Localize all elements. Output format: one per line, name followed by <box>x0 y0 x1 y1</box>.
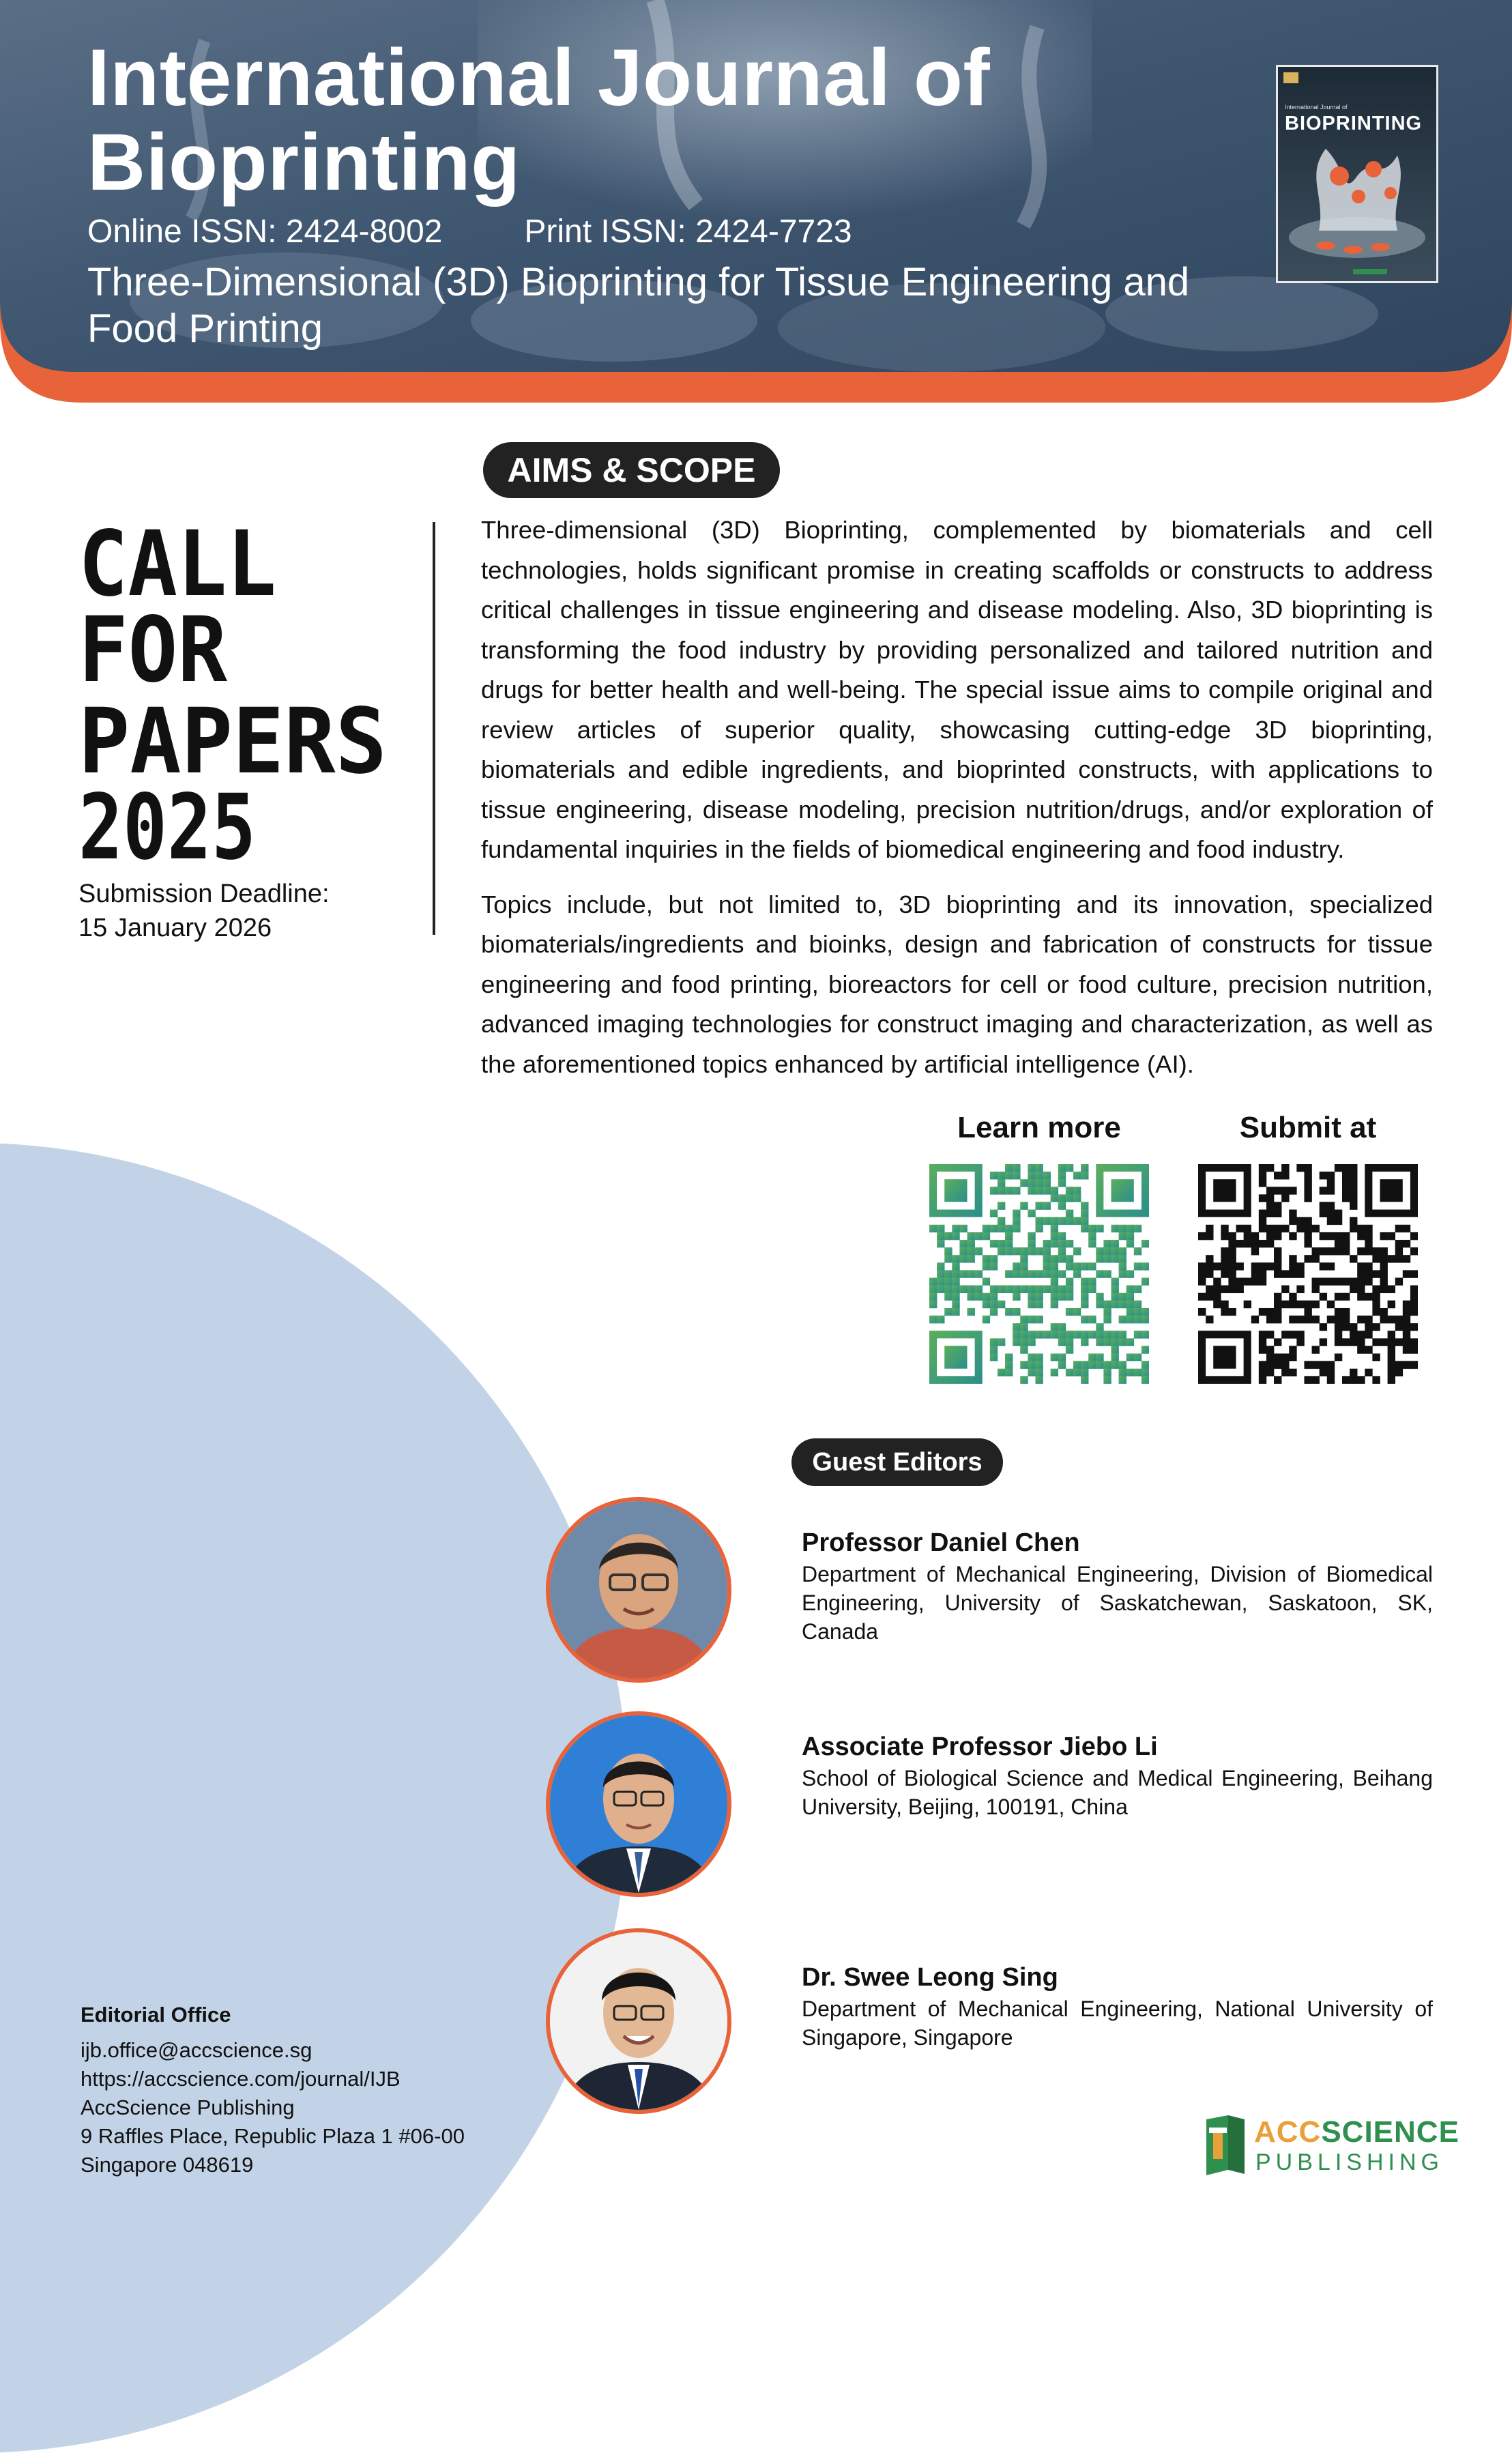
editor-name-2: Associate Professor Jiebo Li <box>802 1732 1158 1761</box>
special-issue-title: Three-Dimensional (3D) Bioprinting for Tissue Engineering and Food Printing <box>87 260 1190 351</box>
online-issn: Online ISSN: 2424-8002 <box>87 214 443 250</box>
deadline-date: 15 January 2026 <box>78 914 272 942</box>
editor-photo-swee-leong-sing <box>546 1928 731 2114</box>
cover-brand: BIOPRINTING <box>1285 113 1423 134</box>
cover-image <box>1278 67 1436 281</box>
issn-line <box>87 213 852 250</box>
office-address-1: 9 Raffles Place, Republic Plaza 1 #06-00 <box>81 2124 465 2148</box>
cfp-line-for: FOR <box>78 598 228 703</box>
call-for-papers <box>78 519 433 867</box>
logo-acc: ACC <box>1254 2115 1322 2149</box>
editor-affiliation-1: Department of Mechanical Engineering, Division of Biomedical Engineering, University of Saskatchewan, Saskatoon, SK, Canada <box>802 1562 1433 1644</box>
journal-cover <box>1276 65 1438 283</box>
editor-affiliation-3: Department of Mechanical Engineering, National University of Singapore, Singapore <box>802 1997 1433 2050</box>
office-address-2: Singapore 048619 <box>81 2153 254 2177</box>
aims-scope-heading: AIMS & SCOPE <box>483 442 780 498</box>
background-circle <box>0 1143 628 2453</box>
aims-paragraph-2: Topics include, but not limited to, 3D bioprinting and its innovation, specialized biomaterials/ingredients and bioinks, design and fabrication of constructs for tissue engineering and food printing, bioreactors for cell or food culture, precision nutrition, advanced imaging technologies for construct imaging and characterization, as well as the aforementioned topics enhanced by artificial intelligence (AI). <box>481 890 1433 1078</box>
cfp-line-call: CALL <box>78 519 276 617</box>
editor-name-3: Dr. Swee Leong Sing <box>802 1963 1058 1992</box>
editor-photo-daniel-chen <box>546 1497 731 1683</box>
editor-portrait-3 <box>550 1932 727 2110</box>
logo-wordmark <box>1254 2115 1459 2149</box>
office-publisher: AccScience Publishing <box>81 2095 295 2119</box>
learn-more-label: Learn more <box>957 1111 1121 1144</box>
aims-paragraph-1: Three-dimensional (3D) Bioprinting, complemented by biomaterials and cell technologies, holds significant promise in creating scaffolds or constructs to address critical challenges in tissue engineering and disease modeling. Also, 3D bioprinting is transforming the food industry by providing personalized and tailored nutrition and drugs for better health and well-being. The special issue aims to compile original and review articles of superior quality, showcasing cutting-edge 3D bioprinting, biomaterials and edible ingredients, and bioprinted constructs, with applications to tissue engineering, disease modeling, precision nutrition/drugs, and/or exploration of fundamental inquiries in the fields of biomedical engineering and food industry. <box>481 516 1433 863</box>
editor-portrait-1 <box>550 1501 727 1679</box>
logo-publishing: PUBLISHING <box>1255 2149 1444 2175</box>
book-logo-icon <box>1201 2114 1250 2177</box>
header-banner <box>0 0 1512 403</box>
editorial-office <box>81 2001 465 2179</box>
submit-at-qr-code[interactable] <box>1198 1164 1418 1384</box>
guest-editors-heading: Guest Editors <box>791 1438 1003 1486</box>
editor-affiliation-2: School of Biological Science and Medical Engineering, Beihang University, Beijing, 100191, China <box>802 1766 1433 1819</box>
office-url[interactable]: https://accscience.com/journal/IJB <box>81 2067 401 2091</box>
divider-line <box>433 522 435 935</box>
cover-small-text: International Journal of <box>1285 104 1348 111</box>
deadline-label: Submission Deadline: <box>78 880 330 908</box>
learn-more-qr-code[interactable] <box>929 1164 1149 1384</box>
cfp-line-year: 2025 <box>78 775 256 867</box>
print-issn: Print ISSN: 2424-7723 <box>524 214 852 250</box>
accscience-logo <box>1201 2114 1459 2179</box>
editorial-office-title: Editorial Office <box>81 2003 231 2027</box>
call-for-papers-heading <box>78 519 433 867</box>
submission-deadline <box>78 877 330 945</box>
journal-title: International Journal of Bioprinting <box>87 33 991 207</box>
office-email[interactable]: ijb.office@accscience.sg <box>81 2038 312 2062</box>
editor-name-1: Professor Daniel Chen <box>802 1528 1080 1557</box>
submit-at-label: Submit at <box>1239 1111 1377 1144</box>
editor-photo-jiebo-li <box>546 1711 731 1897</box>
aims-scope-text <box>481 510 1433 1099</box>
cfp-line-papers: PAPERS <box>78 689 387 794</box>
logo-science: SCIENCE <box>1321 2115 1459 2149</box>
editor-portrait-2 <box>550 1715 727 1893</box>
